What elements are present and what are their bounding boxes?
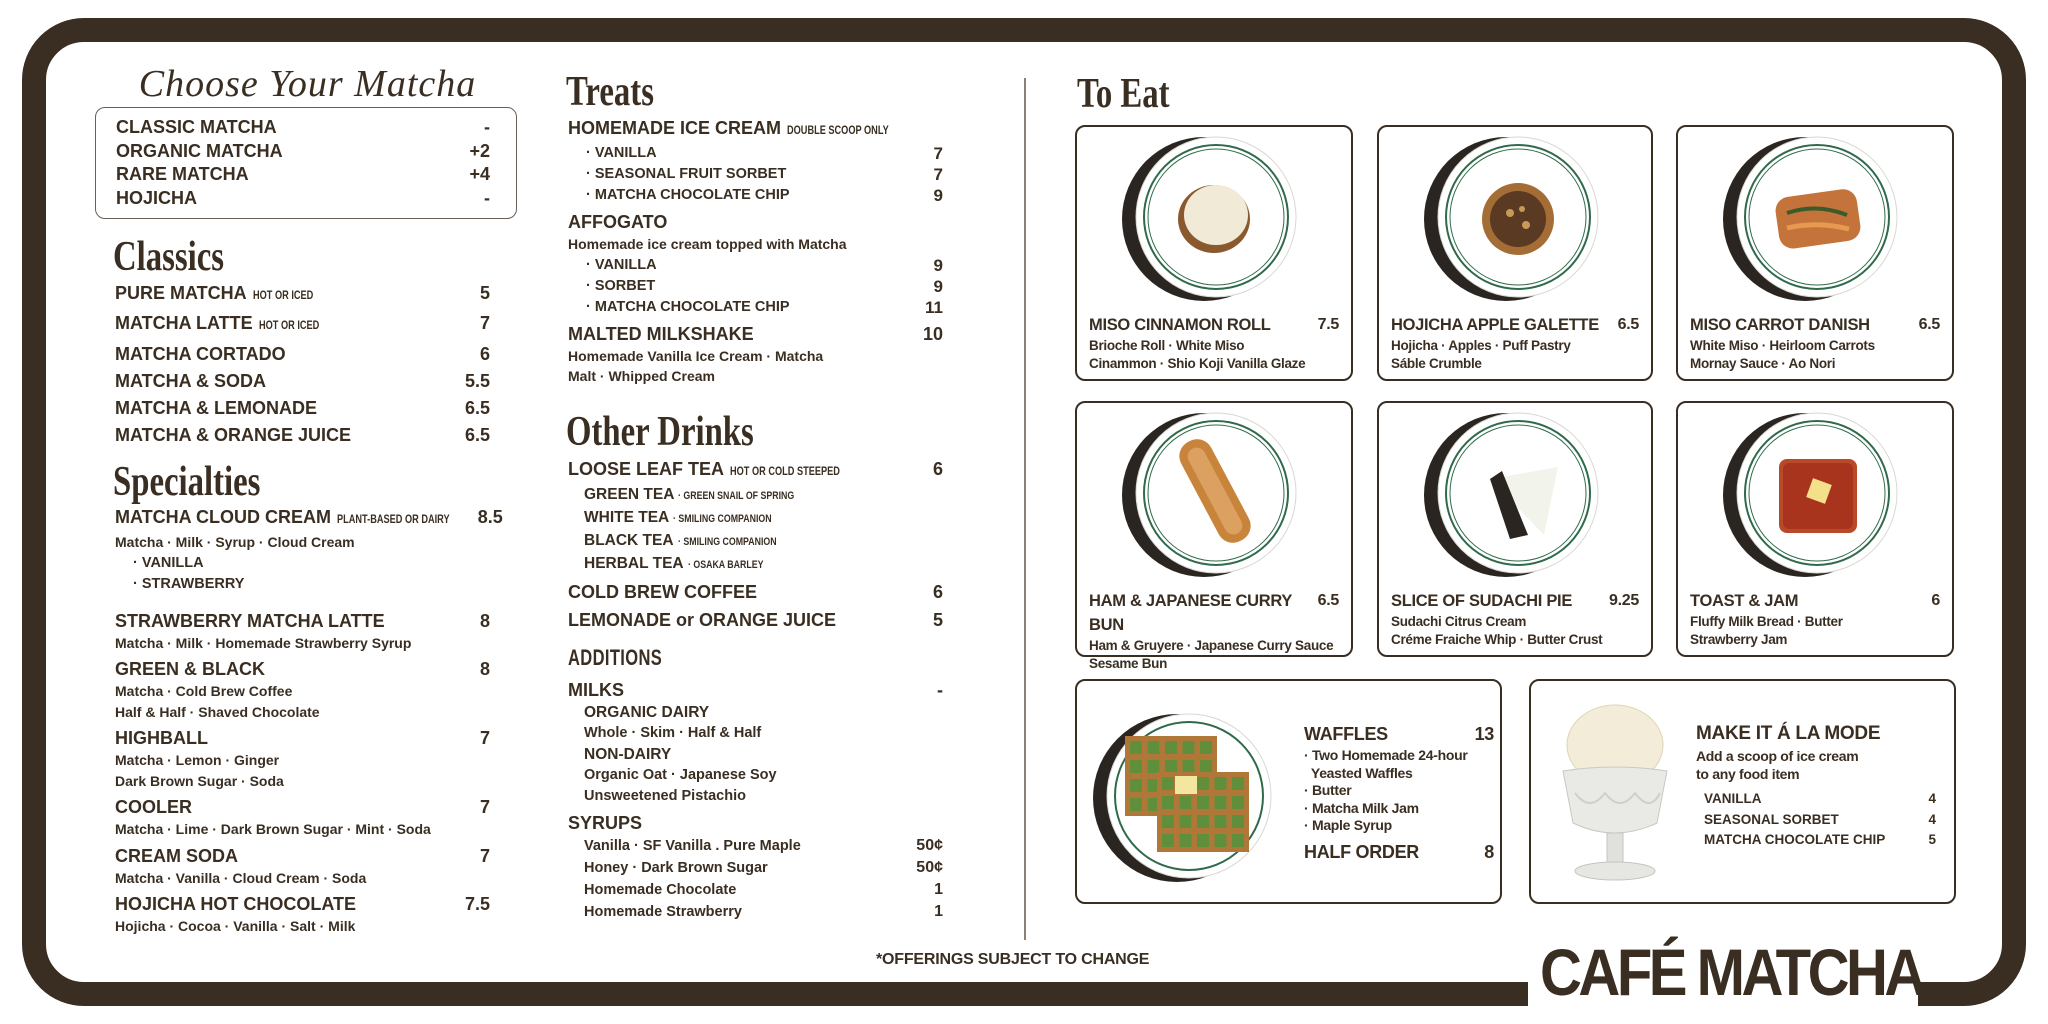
item-name: HOJICHA HOT CHOCOLATE — [115, 894, 356, 914]
card-price: 7.5 — [1317, 316, 1339, 333]
option-price: 9 — [933, 276, 943, 296]
item-price: 6 — [932, 459, 943, 479]
option-price: 4 — [1928, 791, 1936, 806]
item-name: MALTED MILKSHAKE — [568, 323, 754, 344]
option-price: 7 — [933, 165, 943, 184]
sub-price: 1 — [934, 881, 943, 898]
item-price: 8 — [479, 659, 490, 679]
half-order-name: HALF ORDER — [1304, 841, 1419, 862]
item-option — [568, 276, 943, 297]
menu-item — [568, 322, 943, 387]
waffles-detail: Yeasted Waffles — [1304, 764, 1413, 781]
card-description: Créme Fraiche Whip · Butter Crust — [1391, 632, 1603, 647]
item-option — [568, 255, 943, 276]
card-description: Sesame Bun — [1089, 656, 1168, 671]
item-header — [115, 310, 490, 340]
item-name: CREAM SODA — [115, 845, 239, 866]
card-header — [1089, 589, 1339, 637]
a-la-mode-option — [1696, 830, 1936, 851]
a-la-mode-option — [1696, 789, 1936, 810]
item-name: MATCHA & ORANGE JUICE — [115, 425, 352, 446]
waffles-detail: · Matcha Milk Jam — [1304, 799, 1419, 816]
a-la-mode-card — [1529, 679, 1956, 904]
item-name: AFFOGATO — [568, 212, 668, 232]
waffles-detail: · Two Homemade 24-hour — [1304, 747, 1468, 763]
menu-item — [568, 678, 943, 807]
sub-name: GREEN TEA — [584, 486, 675, 503]
card-description: Mornay Sauce · Ao Nori — [1690, 356, 1836, 371]
waffles-detail: · Butter — [1304, 782, 1352, 798]
item-price: 7 — [479, 313, 490, 334]
option-name: · MATCHA CHOCOLATE CHIP — [586, 185, 790, 206]
sub-text: Organic Oat · Japanese Soy — [584, 767, 777, 783]
menu-item — [568, 608, 943, 632]
option-name: · VANILLA — [586, 143, 657, 164]
sub-name: ORGANIC DAIRY — [584, 704, 710, 721]
item-description: Dark Brown Sugar · Soda — [115, 772, 284, 789]
item-price: +4 — [469, 164, 490, 184]
sub-item — [568, 786, 943, 807]
menu-item — [115, 422, 490, 449]
item-price: 6.5 — [464, 425, 490, 446]
item-price: 7 — [479, 728, 490, 748]
item-option — [568, 297, 943, 318]
sub-item — [568, 765, 943, 786]
sub-item — [568, 553, 943, 576]
option-name: · SEASONAL FRUIT SORBET — [586, 164, 786, 185]
item-description: Matcha · Lime · Dark Brown Sugar · Mint · Soda — [115, 821, 431, 837]
card-description: Strawberry Jam — [1690, 632, 1788, 647]
menu-item — [116, 140, 490, 164]
galette-image — [1418, 133, 1618, 305]
item-header — [568, 322, 943, 346]
card-text — [1089, 313, 1339, 373]
option-name: · STRAWBERRY — [133, 574, 244, 595]
option-price: 9 — [933, 255, 943, 275]
menu-item — [568, 210, 943, 318]
item-name: SYRUPS — [568, 813, 643, 833]
sub-item — [568, 857, 943, 879]
item-price: +2 — [469, 140, 490, 161]
item-name: LEMONADE or ORANGE JUICE — [568, 610, 837, 630]
item-price: 5 — [932, 610, 943, 630]
card-name: MISO CARROT DANISH — [1690, 316, 1870, 334]
card-name: TOAST & JAM — [1690, 592, 1799, 610]
item-price: 6.5 — [464, 398, 490, 419]
menu-item — [115, 844, 490, 889]
a-la-mode-option — [1696, 810, 1936, 831]
sub-item — [568, 879, 943, 901]
menu-item — [116, 116, 490, 140]
option-name: SEASONAL SORBET — [1704, 811, 1839, 827]
item-description: Matcha · Vanilla · Cloud Cream · Soda — [115, 869, 367, 886]
option-name: VANILLA — [1704, 791, 1762, 806]
menu-item — [115, 368, 490, 395]
item-price: 10 — [922, 323, 943, 344]
item-header — [116, 140, 490, 164]
item-option — [115, 574, 490, 595]
item-name: COOLER — [115, 797, 193, 817]
classics-heading: Classics — [113, 234, 225, 280]
waffles-detail: · Maple Syrup — [1304, 817, 1392, 833]
item-header — [568, 608, 943, 632]
item-description: Homemade Vanilla Ice Cream · Matcha — [568, 347, 824, 364]
item-header — [115, 280, 490, 310]
item-header — [115, 341, 490, 368]
card-name: SLICE OF SUDACHI PIE — [1391, 592, 1573, 610]
item-note: HOT OR COLD STEEPED — [730, 466, 840, 478]
treats-heading: Treats — [566, 69, 654, 115]
item-name: ORGANIC MATCHA — [116, 140, 283, 161]
food-card — [1075, 401, 1353, 671]
item-price: 6 — [479, 343, 490, 364]
sub-price: 1 — [934, 903, 943, 920]
card-price: 6.5 — [1317, 592, 1339, 609]
item-header — [115, 892, 490, 916]
card-text — [1690, 589, 1940, 649]
item-header — [116, 163, 490, 187]
option-price: 11 — [925, 297, 943, 317]
item-price: 7.5 — [464, 894, 490, 914]
item-header — [116, 187, 490, 211]
sub-text: Unsweetened Pistachio — [584, 788, 746, 804]
pie-image — [1418, 409, 1618, 581]
item-price: 7 — [479, 845, 490, 866]
item-header — [568, 457, 943, 484]
sub-text: Whole · Skim · Half & Half — [584, 725, 762, 741]
sub-name: BLACK TEA — [584, 532, 674, 549]
additions-heading: ADDITIONS — [568, 645, 663, 670]
sub-name: HERBAL TEA — [584, 555, 684, 572]
sub-item — [568, 723, 943, 744]
item-note: DOUBLE SCOOP ONLY — [787, 125, 889, 137]
menu-item — [116, 187, 490, 211]
item-header — [568, 678, 943, 702]
option-name: · SORBET — [586, 276, 655, 297]
option-name: · VANILLA — [133, 553, 204, 574]
card-header — [1089, 313, 1339, 337]
card-name: HOJICHA APPLE GALETTE — [1391, 316, 1599, 334]
menu-item — [115, 280, 490, 310]
waffles-name: WAFFLES — [1304, 724, 1388, 744]
menu-item — [115, 395, 490, 422]
food-card — [1676, 401, 1954, 657]
item-name: PURE MATCHA — [115, 283, 247, 303]
item-price: - — [937, 680, 943, 700]
item-name: COLD BREW COFFEE — [568, 582, 757, 602]
sub-item — [568, 744, 943, 765]
item-header — [568, 210, 943, 234]
card-text — [1690, 313, 1940, 373]
option-price: 5 — [1928, 832, 1936, 847]
card-price: 6.5 — [1918, 316, 1940, 333]
option-price: 7 — [933, 144, 943, 163]
item-description: Malt · Whipped Cream — [568, 368, 716, 384]
item-name: MATCHA CORTADO — [115, 343, 286, 364]
item-price: 8 — [479, 610, 490, 631]
sub-price: 50¢ — [916, 837, 943, 854]
sub-note: · SMILING COMPANION — [673, 509, 772, 530]
item-header — [568, 811, 943, 835]
menu-item — [115, 341, 490, 368]
item-price: 6 — [932, 582, 943, 602]
option-name: · MATCHA CHOCOLATE CHIP — [586, 297, 790, 318]
item-name: HOMEMADE ICE CREAM — [568, 118, 782, 138]
card-description: Brioche Roll · White Miso — [1089, 338, 1245, 353]
item-option — [568, 143, 943, 164]
item-header — [115, 795, 490, 819]
item-name: GREEN & BLACK — [115, 659, 266, 679]
card-description: Cinammon · Shio Koji Vanilla Glaze — [1089, 356, 1306, 371]
item-header — [115, 657, 490, 681]
specialties-heading: Specialties — [113, 459, 261, 505]
sub-text: Homemade Strawberry — [584, 904, 742, 920]
menu-item — [115, 609, 490, 654]
cinnamon-roll-image — [1116, 133, 1316, 305]
toast-image — [1717, 409, 1917, 581]
food-card — [1676, 125, 1954, 381]
item-name: RARE MATCHA — [116, 164, 249, 184]
food-card — [1377, 401, 1653, 657]
food-card — [1377, 125, 1653, 381]
item-header — [568, 580, 943, 604]
sub-price: 50¢ — [916, 859, 943, 876]
item-price: 7 — [479, 797, 490, 817]
card-name: HAM & JAPANESE CURRY BUN — [1089, 592, 1292, 634]
card-text — [1391, 589, 1639, 649]
choose-matcha-title: Choose Your Matcha — [138, 63, 477, 105]
a-la-mode-desc: to any food item — [1696, 766, 1800, 782]
card-description: Sáble Crumble — [1391, 356, 1482, 371]
option-name: MATCHA CHOCOLATE CHIP — [1704, 832, 1886, 847]
item-header — [568, 116, 943, 143]
sub-note: · SMILING COMPANION — [678, 532, 777, 553]
item-price: 8.5 — [477, 507, 503, 527]
half-order-price: 8 — [1484, 841, 1494, 862]
item-description: Hojicha · Cocoa · Vanilla · Salt · Milk — [115, 918, 356, 934]
item-option — [568, 164, 943, 185]
item-header — [115, 609, 490, 633]
card-header — [1690, 589, 1940, 613]
sub-text: Homemade Chocolate — [584, 882, 737, 898]
item-description: Matcha · Milk · Syrup · Cloud Cream — [115, 534, 355, 550]
offerings-note: *OFFERINGS SUBJECT TO CHANGE — [876, 951, 1150, 968]
ice-cream-sundae-image — [1545, 693, 1685, 893]
food-card — [1075, 125, 1353, 381]
a-la-mode-title: MAKE IT Á LA MODE — [1696, 723, 1881, 744]
item-description: Matcha · Lemon · Ginger — [115, 752, 280, 768]
item-name: MATCHA LATTE — [115, 313, 253, 334]
sub-item — [568, 507, 943, 530]
item-price: 5.5 — [464, 370, 490, 391]
menu-item — [115, 657, 490, 722]
sub-note: · OSAKA BARLEY — [688, 555, 763, 576]
sub-note: · GREEN SNAIL OF SPRING — [678, 486, 794, 507]
card-price: 6.5 — [1617, 316, 1639, 333]
sub-text: Vanilla · SF Vanilla . Pure Maple — [584, 838, 801, 854]
waffles-image — [1095, 706, 1275, 886]
item-note: HOT OR ICED — [252, 290, 313, 302]
card-name: MISO CINNAMON ROLL — [1089, 316, 1271, 334]
menu-item — [116, 163, 490, 187]
item-name: STRAWBERRY MATCHA LATTE — [115, 610, 385, 631]
item-name: HOJICHA — [116, 187, 198, 208]
item-name: CLASSIC MATCHA — [116, 117, 277, 137]
menu-item — [115, 795, 490, 840]
cafe-matcha-logo: CAFÉ MATCHA — [1540, 935, 1923, 1009]
card-description: White Miso · Heirloom Carrots — [1690, 338, 1875, 353]
item-header — [115, 368, 490, 395]
item-price: - — [484, 117, 490, 137]
choose-matcha-box — [95, 107, 517, 219]
sub-text: Honey · Dark Brown Sugar — [584, 860, 768, 876]
other-drinks-heading: Other Drinks — [566, 409, 754, 455]
card-price: 6 — [1931, 592, 1940, 609]
item-price: 5 — [479, 283, 490, 303]
card-description: Sudachi Citrus Cream — [1391, 614, 1527, 629]
menu-item — [115, 310, 490, 340]
curry-bun-image — [1116, 409, 1316, 581]
option-name: · VANILLA — [586, 255, 657, 276]
item-name: MATCHA & LEMONADE — [115, 398, 317, 419]
item-description: Matcha · Milk · Homemade Strawberry Syrup — [115, 634, 412, 651]
option-price: 9 — [933, 186, 943, 205]
item-header — [115, 726, 490, 750]
item-name: MATCHA CLOUD CREAM — [115, 507, 331, 527]
card-header — [1690, 313, 1940, 337]
item-option — [568, 185, 943, 206]
sub-item — [568, 530, 943, 553]
item-header — [115, 844, 490, 868]
item-name: HIGHBALL — [115, 728, 208, 748]
sub-item — [568, 901, 943, 923]
specialties-list — [115, 505, 503, 941]
item-name: MILKS — [568, 680, 624, 700]
item-header — [115, 395, 490, 422]
item-name: LOOSE LEAF TEA — [568, 459, 725, 479]
sub-item — [568, 484, 943, 507]
treats-list — [568, 116, 943, 391]
card-description: Fluffy Milk Bread · Butter — [1690, 614, 1843, 629]
menu-item — [115, 505, 503, 595]
column-divider — [1024, 78, 1026, 940]
menu-item — [568, 811, 943, 923]
waffles-price: 13 — [1474, 724, 1494, 744]
item-name: MATCHA & SODA — [115, 370, 266, 391]
menu-item — [568, 457, 943, 576]
item-price: - — [484, 187, 490, 208]
sub-name: WHITE TEA — [584, 509, 670, 526]
item-description: Matcha · Cold Brew Coffee — [115, 683, 293, 699]
card-text — [1391, 313, 1639, 373]
item-description: Half & Half · Shaved Chocolate — [115, 703, 320, 720]
other-drinks-list — [568, 457, 943, 636]
item-header — [115, 422, 490, 449]
item-header — [116, 116, 490, 140]
card-header — [1391, 313, 1639, 337]
menu-item — [115, 892, 490, 937]
menu-item — [568, 116, 943, 206]
sub-item — [568, 702, 943, 723]
item-header — [115, 505, 503, 532]
item-note: HOT OR ICED — [258, 320, 319, 333]
item-option — [115, 553, 490, 574]
option-price: 4 — [1928, 811, 1936, 827]
card-price: 9.25 — [1609, 592, 1639, 609]
waffles-card — [1075, 679, 1502, 904]
item-description: Homemade ice cream topped with Matcha — [568, 236, 847, 252]
item-note: PLANT-BASED OR DAIRY — [336, 514, 450, 526]
card-description: Ham & Gruyere · Japanese Curry Sauce — [1089, 638, 1334, 653]
sub-item — [568, 835, 943, 857]
card-description: Hojicha · Apples · Puff Pastry — [1391, 338, 1571, 353]
menu-item — [568, 580, 943, 604]
menu-item — [115, 726, 490, 791]
danish-image — [1717, 133, 1917, 305]
sub-name: NON-DAIRY — [584, 746, 672, 763]
classics-list — [115, 280, 490, 450]
a-la-mode-desc: Add a scoop of ice cream — [1696, 748, 1859, 764]
to-eat-heading: To Eat — [1077, 71, 1170, 117]
card-text — [1089, 589, 1339, 673]
additions-list — [568, 678, 943, 927]
card-header — [1391, 589, 1639, 613]
